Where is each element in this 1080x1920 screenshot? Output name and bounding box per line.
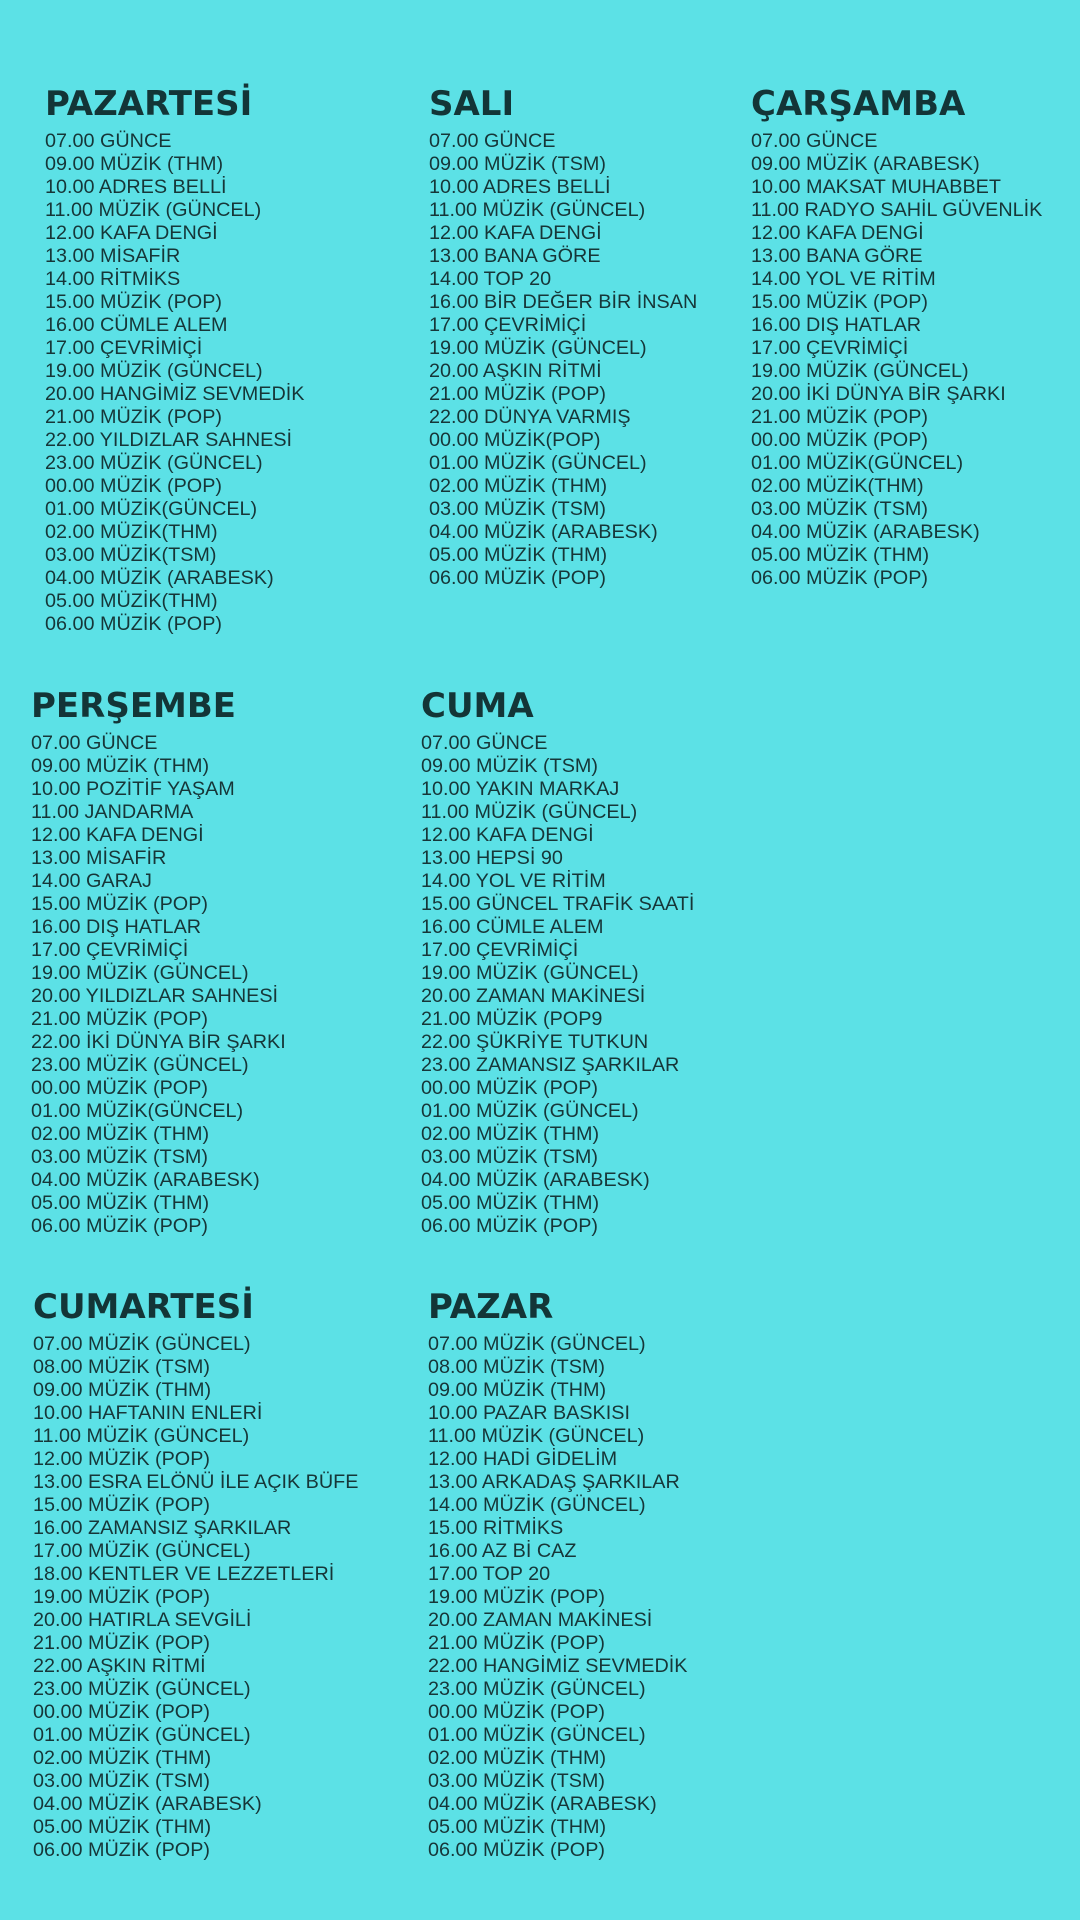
program-item: 22.00 ŞÜKRİYE TUTKUN xyxy=(421,1031,649,1053)
program-item: 23.00 MÜZİK (GÜNCEL) xyxy=(428,1678,646,1700)
program-item: 19.00 MÜZİK (GÜNCEL) xyxy=(751,360,969,382)
program-item: 13.00 MİSAFİR xyxy=(45,245,181,267)
program-item: 00.00 MÜZİK (POP) xyxy=(31,1077,208,1099)
program-item: 05.00 MÜZİK (THM) xyxy=(428,1816,607,1838)
program-item: 02.00 MÜZİK(THM) xyxy=(751,475,924,497)
program-item: 23.00 ZAMANSIZ ŞARKILAR xyxy=(421,1054,680,1076)
program-item: 07.00 GÜNCE xyxy=(421,732,548,754)
program-item: 21.00 MÜZİK (POP) xyxy=(428,1632,605,1654)
program-item: 11.00 RADYO SAHİL GÜVENLİK xyxy=(751,199,1043,221)
program-item: 06.00 MÜZİK (POP) xyxy=(429,567,606,589)
program-item: 23.00 MÜZİK (GÜNCEL) xyxy=(33,1678,251,1700)
program-item: 10.00 ADRES BELLİ xyxy=(429,176,611,198)
program-item: 20.00 İKİ DÜNYA BİR ŞARKI xyxy=(751,383,1006,405)
program-item: 00.00 MÜZİK (POP) xyxy=(421,1077,598,1099)
day-block-monday xyxy=(45,84,304,636)
day-block-saturday xyxy=(33,1287,358,1862)
program-item: 20.00 HATIRLA SEVGİLİ xyxy=(33,1609,252,1631)
program-item: 16.00 ZAMANSIZ ŞARKILAR xyxy=(33,1517,292,1539)
program-item: 14.00 RİTMİKS xyxy=(45,268,181,290)
program-item: 15.00 MÜZİK (POP) xyxy=(45,291,222,313)
day-title: CUMARTESİ xyxy=(33,1287,254,1327)
program-item: 07.00 GÜNCE xyxy=(751,130,878,152)
day-block-tuesday xyxy=(429,84,697,590)
program-item: 02.00 MÜZİK (THM) xyxy=(31,1123,210,1145)
program-item: 10.00 PAZAR BASKISI xyxy=(428,1402,630,1424)
program-item: 22.00 İKİ DÜNYA BİR ŞARKI xyxy=(31,1031,286,1053)
program-item: 06.00 MÜZİK (POP) xyxy=(428,1839,605,1861)
program-item: 20.00 ZAMAN MAKİNESİ xyxy=(421,985,646,1007)
day-block-friday xyxy=(421,686,694,1238)
day-title: PERŞEMBE xyxy=(31,686,237,726)
program-item: 12.00 MÜZİK (POP) xyxy=(33,1448,210,1470)
program-item: 01.00 MÜZİK(GÜNCEL) xyxy=(31,1100,244,1122)
program-item: 13.00 ARKADAŞ ŞARKILAR xyxy=(428,1471,680,1493)
program-item: 19.00 MÜZİK (GÜNCEL) xyxy=(421,962,639,984)
program-item: 11.00 MÜZİK (GÜNCEL) xyxy=(429,199,646,221)
program-list xyxy=(31,732,286,1238)
program-item: 19.00 MÜZİK (POP) xyxy=(428,1586,605,1608)
program-item: 17.00 ÇEVRİMİÇİ xyxy=(751,337,909,359)
program-item: 17.00 TOP 20 xyxy=(428,1563,551,1585)
program-item: 20.00 YILDIZLAR SAHNESİ xyxy=(31,985,279,1007)
program-item: 03.00 MÜZİK (TSM) xyxy=(428,1770,605,1792)
program-item: 01.00 MÜZİK(GÜNCEL) xyxy=(45,498,258,520)
program-item: 20.00 ZAMAN MAKİNESİ xyxy=(428,1609,653,1631)
program-item: 09.00 MÜZİK (TSM) xyxy=(421,755,598,777)
day-title: PAZAR xyxy=(428,1287,554,1327)
program-item: 13.00 HEPSİ 90 xyxy=(421,847,563,869)
program-item: 06.00 MÜZİK (POP) xyxy=(751,567,928,589)
program-item: 16.00 CÜMLE ALEM xyxy=(421,916,604,938)
program-item: 05.00 MÜZİK (THM) xyxy=(33,1816,212,1838)
program-item: 07.00 MÜZİK (GÜNCEL) xyxy=(428,1333,646,1355)
program-item: 12.00 KAFA DENGİ xyxy=(31,824,204,846)
program-item: 01.00 MÜZİK(GÜNCEL) xyxy=(751,452,964,474)
program-item: 19.00 MÜZİK (GÜNCEL) xyxy=(45,360,263,382)
program-item: 22.00 DÜNYA VARMIŞ xyxy=(429,406,631,428)
program-item: 14.00 YOL VE RİTİM xyxy=(751,268,936,290)
program-item: 00.00 MÜZİK (POP) xyxy=(33,1701,210,1723)
program-item: 11.00 MÜZİK (GÜNCEL) xyxy=(421,801,638,823)
program-item: 10.00 HAFTANIN ENLERİ xyxy=(33,1402,263,1424)
program-item: 20.00 AŞKIN RİTMİ xyxy=(429,360,602,382)
program-item: 21.00 MÜZİK (POP9 xyxy=(421,1008,603,1030)
program-item: 02.00 MÜZİK(THM) xyxy=(45,521,218,543)
program-item: 12.00 KAFA DENGİ xyxy=(751,222,924,244)
program-list xyxy=(33,1333,358,1862)
program-item: 01.00 MÜZİK (GÜNCEL) xyxy=(33,1724,251,1746)
program-item: 17.00 ÇEVRİMİÇİ xyxy=(31,939,189,961)
program-item: 21.00 MÜZİK (POP) xyxy=(31,1008,208,1030)
program-item: 04.00 MÜZİK (ARABESK) xyxy=(429,521,658,543)
program-item: 14.00 GARAJ xyxy=(31,870,152,892)
program-item: 13.00 BANA GÖRE xyxy=(751,245,923,267)
program-item: 04.00 MÜZİK (ARABESK) xyxy=(421,1169,650,1191)
program-item: 10.00 MAKSAT MUHABBET xyxy=(751,176,1001,198)
program-item: 21.00 MÜZİK (POP) xyxy=(33,1632,210,1654)
program-item: 00.00 MÜZİK(POP) xyxy=(429,429,601,451)
program-item: 05.00 MÜZİK (THM) xyxy=(751,544,930,566)
program-item: 05.00 MÜZİK (THM) xyxy=(421,1192,600,1214)
program-item: 10.00 YAKIN MARKAJ xyxy=(421,778,620,800)
day-block-sunday xyxy=(428,1287,687,1862)
program-item: 16.00 CÜMLE ALEM xyxy=(45,314,228,336)
program-item: 03.00 MÜZİK (TSM) xyxy=(31,1146,208,1168)
program-item: 09.00 MÜZİK (THM) xyxy=(45,153,224,175)
program-item: 18.00 KENTLER VE LEZZETLERİ xyxy=(33,1563,335,1585)
program-item: 22.00 AŞKIN RİTMİ xyxy=(33,1655,206,1677)
program-list xyxy=(429,130,697,590)
day-title: CUMA xyxy=(421,686,534,726)
program-item: 06.00 MÜZİK (POP) xyxy=(45,613,222,635)
program-item: 05.00 MÜZİK(THM) xyxy=(45,590,218,612)
program-item: 10.00 ADRES BELLİ xyxy=(45,176,227,198)
program-item: 04.00 MÜZİK (ARABESK) xyxy=(428,1793,657,1815)
program-item: 05.00 MÜZİK (THM) xyxy=(31,1192,210,1214)
program-item: 22.00 YILDIZLAR SAHNESİ xyxy=(45,429,293,451)
program-item: 15.00 RİTMİKS xyxy=(428,1517,564,1539)
program-item: 15.00 MÜZİK (POP) xyxy=(751,291,928,313)
program-item: 21.00 MÜZİK (POP) xyxy=(429,383,606,405)
program-item: 00.00 MÜZİK (POP) xyxy=(751,429,928,451)
program-item: 13.00 BANA GÖRE xyxy=(429,245,601,267)
program-item: 04.00 MÜZİK (ARABESK) xyxy=(31,1169,260,1191)
program-item: 16.00 AZ Bİ CAZ xyxy=(428,1540,577,1562)
program-item: 06.00 MÜZİK (POP) xyxy=(33,1839,210,1861)
program-item: 06.00 MÜZİK (POP) xyxy=(31,1215,208,1237)
program-item: 09.00 MÜZİK (ARABESK) xyxy=(751,153,980,175)
program-item: 11.00 MÜZİK (GÜNCEL) xyxy=(428,1425,645,1447)
program-item: 10.00 POZİTİF YAŞAM xyxy=(31,778,235,800)
program-item: 02.00 MÜZİK (THM) xyxy=(429,475,608,497)
program-item: 01.00 MÜZİK (GÜNCEL) xyxy=(428,1724,646,1746)
program-item: 19.00 MÜZİK (POP) xyxy=(33,1586,210,1608)
program-item: 07.00 MÜZİK (GÜNCEL) xyxy=(33,1333,251,1355)
program-item: 02.00 MÜZİK (THM) xyxy=(421,1123,600,1145)
day-block-thursday xyxy=(31,686,286,1238)
program-item: 11.00 MÜZİK (GÜNCEL) xyxy=(33,1425,250,1447)
program-item: 05.00 MÜZİK (THM) xyxy=(429,544,608,566)
program-item: 03.00 MÜZİK(TSM) xyxy=(45,544,217,566)
program-item: 22.00 HANGİMİZ SEVMEDİK xyxy=(428,1655,688,1677)
program-item: 09.00 MÜZİK (THM) xyxy=(31,755,210,777)
program-item: 23.00 MÜZİK (GÜNCEL) xyxy=(31,1054,249,1076)
program-item: 03.00 MÜZİK (TSM) xyxy=(421,1146,598,1168)
program-list xyxy=(428,1333,687,1862)
program-item: 09.00 MÜZİK (TSM) xyxy=(429,153,606,175)
program-item: 04.00 MÜZİK (ARABESK) xyxy=(45,567,274,589)
program-item: 15.00 MÜZİK (POP) xyxy=(31,893,208,915)
program-item: 09.00 MÜZİK (THM) xyxy=(428,1379,607,1401)
program-item: 12.00 HADİ GİDELİM xyxy=(428,1448,618,1470)
program-item: 21.00 MÜZİK (POP) xyxy=(751,406,928,428)
program-item: 15.00 GÜNCEL TRAFİK SAATİ xyxy=(421,893,695,915)
program-item: 16.00 DIŞ HATLAR xyxy=(31,916,202,938)
day-block-wednesday xyxy=(751,84,1042,590)
program-item: 01.00 MÜZİK (GÜNCEL) xyxy=(429,452,647,474)
day-title: PAZARTESİ xyxy=(45,84,253,124)
program-item: 16.00 DIŞ HATLAR xyxy=(751,314,922,336)
program-list xyxy=(45,130,304,636)
program-item: 14.00 YOL VE RİTİM xyxy=(421,870,606,892)
program-item: 17.00 ÇEVRİMİÇİ xyxy=(429,314,587,336)
day-title: SALI xyxy=(429,84,515,124)
program-item: 03.00 MÜZİK (TSM) xyxy=(429,498,606,520)
day-title: ÇARŞAMBA xyxy=(751,84,966,124)
program-item: 02.00 MÜZİK (THM) xyxy=(33,1747,212,1769)
program-list xyxy=(751,130,1042,590)
program-item: 12.00 KAFA DENGİ xyxy=(421,824,594,846)
program-list xyxy=(421,732,694,1238)
program-item: 01.00 MÜZİK (GÜNCEL) xyxy=(421,1100,639,1122)
program-item: 09.00 MÜZİK (THM) xyxy=(33,1379,212,1401)
program-item: 07.00 GÜNCE xyxy=(31,732,158,754)
program-item: 17.00 ÇEVRİMİÇİ xyxy=(45,337,203,359)
program-item: 02.00 MÜZİK (THM) xyxy=(428,1747,607,1769)
program-item: 12.00 KAFA DENGİ xyxy=(45,222,218,244)
program-item: 17.00 MÜZİK (GÜNCEL) xyxy=(33,1540,251,1562)
program-item: 16.00 BİR DEĞER BİR İNSAN xyxy=(429,291,698,313)
program-item: 08.00 MÜZİK (TSM) xyxy=(33,1356,210,1378)
program-item: 23.00 MÜZİK (GÜNCEL) xyxy=(45,452,263,474)
program-item: 04.00 MÜZİK (ARABESK) xyxy=(33,1793,262,1815)
program-item: 19.00 MÜZİK (GÜNCEL) xyxy=(429,337,647,359)
program-item: 13.00 ESRA ELÖNÜ İLE AÇIK BÜFE xyxy=(33,1471,359,1493)
program-item: 08.00 MÜZİK (TSM) xyxy=(428,1356,605,1378)
program-item: 19.00 MÜZİK (GÜNCEL) xyxy=(31,962,249,984)
program-item: 00.00 MÜZİK (POP) xyxy=(428,1701,605,1723)
program-item: 15.00 MÜZİK (POP) xyxy=(33,1494,210,1516)
program-item: 13.00 MİSAFİR xyxy=(31,847,167,869)
program-item: 04.00 MÜZİK (ARABESK) xyxy=(751,521,980,543)
program-item: 14.00 TOP 20 xyxy=(429,268,552,290)
program-item: 11.00 MÜZİK (GÜNCEL) xyxy=(45,199,262,221)
program-item: 12.00 KAFA DENGİ xyxy=(429,222,602,244)
program-item: 20.00 HANGİMİZ SEVMEDİK xyxy=(45,383,305,405)
program-item: 07.00 GÜNCE xyxy=(45,130,172,152)
program-item: 14.00 MÜZİK (GÜNCEL) xyxy=(428,1494,646,1516)
program-item: 03.00 MÜZİK (TSM) xyxy=(33,1770,210,1792)
program-item: 17.00 ÇEVRİMİÇİ xyxy=(421,939,579,961)
program-item: 21.00 MÜZİK (POP) xyxy=(45,406,222,428)
program-item: 00.00 MÜZİK (POP) xyxy=(45,475,222,497)
program-item: 11.00 JANDARMA xyxy=(31,801,194,823)
program-item: 06.00 MÜZİK (POP) xyxy=(421,1215,598,1237)
program-item: 03.00 MÜZİK (TSM) xyxy=(751,498,928,520)
program-item: 07.00 GÜNCE xyxy=(429,130,556,152)
